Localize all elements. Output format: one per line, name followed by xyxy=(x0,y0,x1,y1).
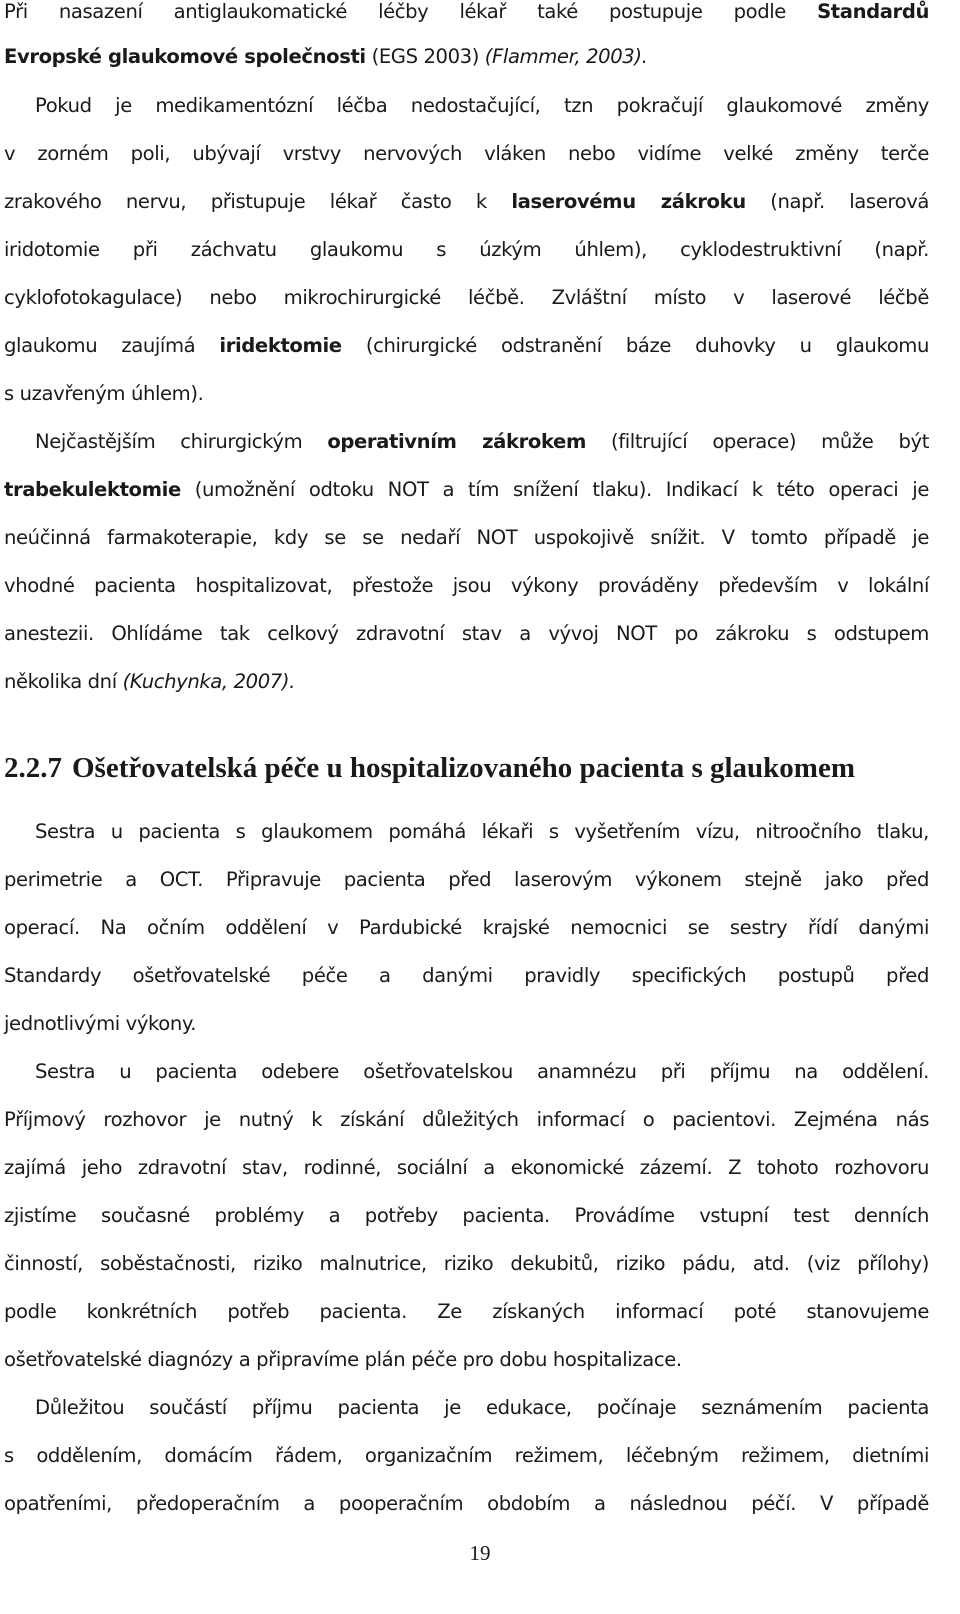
bold-term: laserovému zákroku xyxy=(511,190,746,213)
text-span: anestezii. Ohlídáme tak celkový zdravotní stav a vývoj NOT po zákroku s odstupem xyxy=(4,622,929,645)
text-span: Standardy ošetřovatelské péče a danými pravidly specifických postupů před xyxy=(4,964,929,987)
text-line xyxy=(4,238,929,261)
text-span: operací. Na očním oddělení v Pardubické krajské nemocnici se sestry řídí danými xyxy=(4,916,929,939)
text-span: iridotomie při záchvatu glaukomu s úzkým úhlem), cyklodestruktivní (např. xyxy=(4,238,929,261)
text-line xyxy=(4,286,929,309)
section-title: Ošetřovatelská péče u hospitalizovaného pacienta s glaukomem xyxy=(72,752,855,784)
text-span: Při nasazení antiglaukomatické léčby lékař také postupuje podle xyxy=(4,0,818,23)
text-line xyxy=(35,820,929,843)
text-span: zajímá jeho zdravotní stav, rodinné, sociální a ekonomické zázemí. Z tohoto rozhovoru xyxy=(4,1156,929,1179)
bold-term: Standardů xyxy=(817,0,929,23)
text-span: několika dní xyxy=(4,670,123,693)
page-number: 19 xyxy=(469,1541,491,1565)
text-span: opatřeními, předoperačním a pooperačním obdobím a následnou péčí. V případě xyxy=(4,1492,929,1515)
text-span: (např. laserová xyxy=(745,190,929,213)
text-line xyxy=(4,574,929,597)
citation: (Flammer, 2003). xyxy=(484,45,648,68)
text-line xyxy=(35,94,929,117)
text-line xyxy=(4,1492,929,1515)
text-line xyxy=(35,1060,929,1083)
text-line xyxy=(4,964,929,987)
text-line xyxy=(4,916,929,939)
bold-term: operativním zákrokem xyxy=(327,430,586,453)
text-line xyxy=(4,1300,929,1323)
section-number: 2.2.7 xyxy=(4,752,62,784)
text-span: (EGS 2003) xyxy=(365,45,485,68)
text-line xyxy=(4,1252,929,1275)
text-line xyxy=(4,1444,929,1467)
text-span: s uzavřeným úhlem). xyxy=(4,382,204,405)
text-span: cyklofotokagulace) nebo mikrochirurgické léčbě. Zvláštní místo v laserové léčbě xyxy=(4,286,929,309)
text-line xyxy=(4,190,929,213)
text-span: zjistíme současné problémy a potřeby pacienta. Provádíme vstupní test denních xyxy=(4,1204,929,1227)
citation: (Kuchynka, 2007). xyxy=(122,670,295,693)
text-line xyxy=(4,334,929,357)
text-span: Důležitou součástí příjmu pacienta je edukace, počínaje seznámením pacienta xyxy=(35,1396,929,1419)
text-line xyxy=(4,1108,929,1131)
bold-term: iridektomie xyxy=(219,334,342,357)
text-line xyxy=(4,1348,929,1371)
text-span: s oddělením, domácím řádem, organizačním režimem, léčebným režimem, dietními xyxy=(4,1444,929,1467)
text-span: Nejčastějším chirurgickým xyxy=(35,430,328,453)
section-heading xyxy=(4,752,929,785)
text-span: Sestra u pacienta s glaukomem pomáhá lékaři s vyšetřením vízu, nitroočního tlaku, xyxy=(35,820,929,843)
text-span: (filtrující operace) může být xyxy=(585,430,929,453)
text-line xyxy=(4,142,929,165)
text-span: vhodné pacienta hospitalizovat, přestože jsou výkony prováděny především v lokální xyxy=(4,574,929,597)
text-line xyxy=(4,1012,929,1035)
text-line xyxy=(4,526,929,549)
text-line xyxy=(4,670,929,693)
text-line xyxy=(35,430,929,453)
text-line xyxy=(4,1156,929,1179)
text-span: (chirurgické odstranění báze duhovky u glaukomu xyxy=(341,334,929,357)
text-span: Sestra u pacienta odebere ošetřovatelskou anamnézu při příjmu na oddělení. xyxy=(35,1060,929,1083)
text-span: jednotlivými výkony. xyxy=(4,1012,197,1035)
text-span: neúčinná farmakoterapie, kdy se se nedaří NOT uspokojivě snížit. V tomto případě je xyxy=(4,526,929,549)
text-line xyxy=(4,382,929,405)
text-span: podle konkrétních potřeb pacienta. Ze získaných informací poté stanovujeme xyxy=(4,1300,929,1323)
text-line xyxy=(4,868,929,891)
text-line xyxy=(4,45,929,68)
bold-term: Evropské glaukomové společnosti xyxy=(4,45,366,68)
text-span: Pokud je medikamentózní léčba nedostačující, tzn pokračují glaukomové změny xyxy=(35,94,929,117)
text-span: perimetrie a OCT. Připravuje pacienta před laserovým výkonem stejně jako před xyxy=(4,868,929,891)
text-span: Příjmový rozhovor je nutný k získání důležitých informací o pacientovi. Zejména nás xyxy=(4,1108,929,1131)
text-span: činností, soběstačnosti, riziko malnutrice, riziko dekubitů, riziko pádu, atd. (viz přílohy) xyxy=(4,1252,929,1275)
text-span: ošetřovatelské diagnózy a připravíme plán péče pro dobu hospitalizace. xyxy=(4,1348,682,1371)
text-line xyxy=(35,1396,929,1419)
bold-term: trabekulektomie xyxy=(4,478,181,501)
text-span: v zorném poli, ubývají vrstvy nervových vláken nebo vidíme velké změny terče xyxy=(4,142,929,165)
text-span: zrakového nervu, přistupuje lékař často k xyxy=(4,190,512,213)
text-line xyxy=(4,0,929,23)
text-line xyxy=(4,1204,929,1227)
text-line xyxy=(4,622,929,645)
text-span: glaukomu zaujímá xyxy=(4,334,220,357)
text-span: (umožnění odtoku NOT a tím snížení tlaku). Indikací k této operaci je xyxy=(180,478,929,501)
text-line xyxy=(4,478,929,501)
